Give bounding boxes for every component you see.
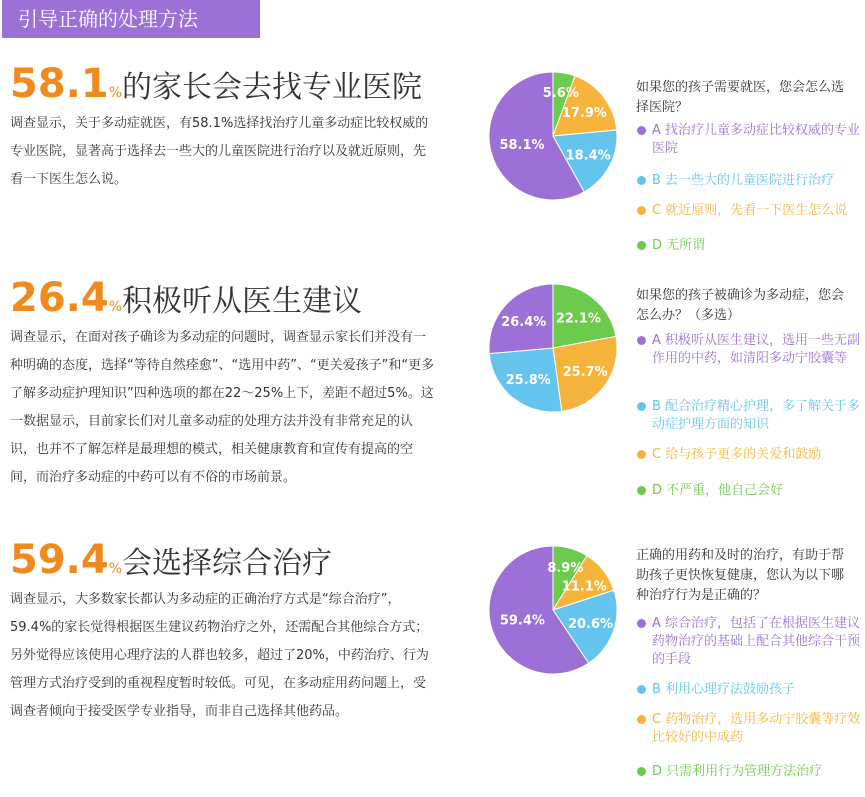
percent-sign: % [108,299,123,315]
option-label: A 找治疗儿童多动症比较权威的专业医院 [652,123,861,156]
pie-label-a: 26.4% [501,315,547,331]
option-label: B 配合治疗精心护理，多了解关于多动症护理方面的知识 [652,399,861,432]
option-label: D 只需利用行为管理方法治疗 [652,764,823,779]
option-label: B 利用心理疗法鼓励孩子 [652,682,796,697]
headline-percent: 59.4 [10,537,109,583]
pie-chart [487,282,619,414]
headline [10,537,333,583]
legend-dot [637,715,646,724]
legend-dot [637,767,646,776]
option-label: D 无所谓 [652,238,706,253]
pie-chart [487,544,619,676]
pie-label-b: 25.8% [505,373,551,389]
body-text: 调查显示，关于多动症就医，有58.1%选择找治疗儿童多动症比较权威的专业医院，显著高于选择去一些大的儿童医院进行治疗以及就近原则，先看一下医生怎么说。 [10,116,429,187]
option-d [636,763,865,781]
section-treatment-choice [0,537,865,797]
legend-dot [637,176,646,185]
pie-label-b: 18.4% [565,148,611,164]
option-c [636,202,865,220]
pie-chart [487,70,619,202]
legend-dot [637,619,646,628]
section-hospital-choice [0,61,865,274]
option-label: C 就近原则，先看一下医生怎么说 [652,203,848,218]
headline-text: 的家长会去找专业医院 [122,70,423,105]
pie-label-d: 22.1% [555,311,601,327]
headline-percent: 26.4 [10,275,109,321]
section-header: 引导正确的处理方法 [2,0,260,38]
legend-dot [637,336,646,345]
legend-dot [637,402,646,411]
survey-question: 正确的用药和及时的治疗，有助于帮助孩子更快恢复健康，您认为以下哪种治疗行为是正确的？ [636,548,845,603]
pie-label-d: 8.9% [547,560,584,576]
option-a [636,332,865,368]
body-text: 调查显示，大多数家长都认为多动症的正确治疗方式是“综合治疗”，59.4%的家长觉得根据医生建议药物治疗之外，还需配合其他综合方式；另外觉得应该使用心理疗法的人群也较多，超过了20%，中药治疗、行为管理方式治疗受到的重视程度暂时较低。可见，在多动症用药问题上，受调查者倾向于接受医学专业指导，而非自己选择其他药品。 [10,592,429,719]
body-text: 调查显示，在面对孩子确诊为多动症的问题时，调查显示家长们并没有一种明确的态度，选择“等待自然痊愈”、“选用中药”、“更关爱孩子”和“更多了解多动症护理知识”四种选项的都在22～25%上下，差距不超过5%。这一数据显示，目前家长们对儿童多动症的处理方法并没有非常充足的认识，也并不了解怎样是最理想的模式，相关健康教育和宣传有提高的空间，而治疗多动症的中药可以有不俗的市场前景。 [10,330,435,485]
option-d [636,237,865,255]
survey-question: 如果您的孩子需要就医，您会怎么选择医院？ [636,80,845,115]
legend-dot [637,450,646,459]
option-label: A 综合治疗，包括了在根据医生建议药物治疗的基础上配合其他综合干预的手段 [652,616,861,667]
option-d [636,482,865,500]
option-label: A 积极听从医生建议，选用一些无副作用的中药，如清阳多动宁胶囊等 [652,333,861,366]
option-label: D 不严重，他自己会好 [652,483,784,498]
headline-text: 会选择综合治疗 [122,546,333,581]
option-c [636,446,865,464]
pie-label-c: 17.9% [561,105,607,121]
option-label: B 去一些大的儿童医院进行治疗 [652,173,835,188]
headline-text: 积极听从医生建议 [122,284,363,319]
pie-label-b: 20.6% [567,616,614,632]
pie-label-a: 58.1% [499,138,545,154]
percent-sign: % [108,561,123,577]
headline-percent: 58.1 [10,61,109,107]
option-b [636,172,865,190]
legend-dot [637,206,646,215]
option-b [636,681,865,699]
headline [10,275,363,321]
option-a [636,122,865,158]
pie-label-a: 59.4% [499,613,545,629]
percent-sign: % [108,85,123,101]
option-b [636,398,865,434]
option-a [636,615,865,669]
pie-label-d: 5.6% [542,85,579,101]
pie-label-c: 11.1% [561,579,607,595]
survey-question: 如果您的孩子被确诊为多动症，您会怎么办？（多选） [636,288,845,323]
pie-label-c: 25.7% [562,365,608,381]
option-label: C 药物治疗，选用多动宁胶囊等疗效比较好的中成药 [652,712,861,745]
option-label: C 给与孩子更多的关爱和鼓励 [652,447,822,462]
section-diagnosis-response [0,275,865,518]
legend-dot [637,486,646,495]
headline [10,61,423,107]
legend-dot [637,126,646,135]
legend-dot [637,685,646,694]
legend-dot [637,241,646,250]
option-c [636,711,865,747]
